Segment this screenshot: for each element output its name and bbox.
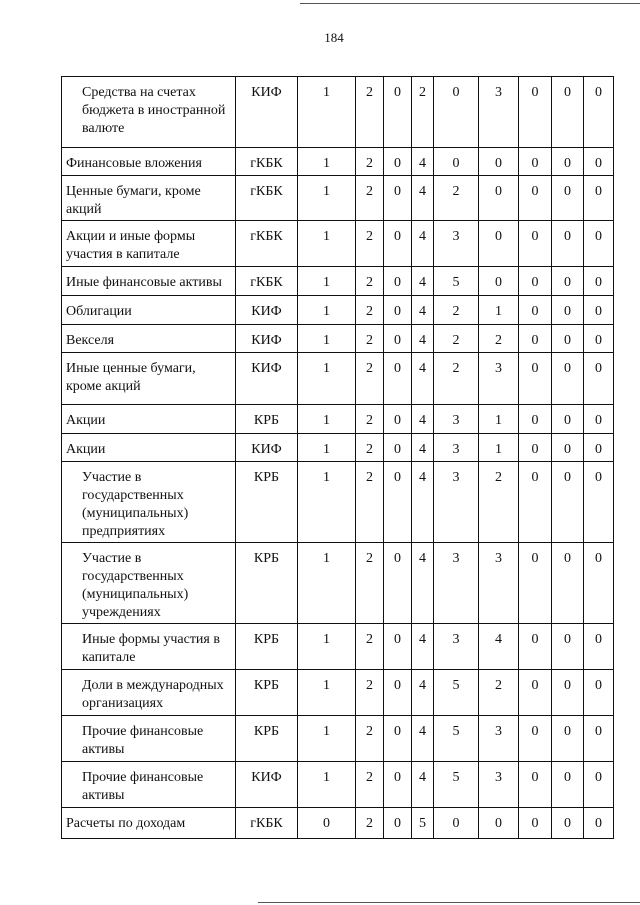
row-digit: 1 (298, 325, 356, 353)
row-digit: 1 (298, 762, 356, 808)
row-digit: 0 (519, 543, 552, 624)
row-digit: 4 (412, 716, 434, 762)
row-digit: 0 (384, 325, 412, 353)
table-row (62, 77, 614, 148)
row-name: Прочие финансовые активы (62, 716, 236, 762)
top-rule (300, 3, 640, 4)
row-name: Финансовые вложения (62, 148, 236, 176)
row-digit: 5 (434, 762, 479, 808)
row-digit: 0 (552, 77, 584, 148)
row-code-type: КИФ (236, 434, 298, 462)
row-name: Доли в международных организациях (62, 670, 236, 716)
row-digit: 0 (584, 325, 614, 353)
row-digit: 4 (412, 221, 434, 267)
row-digit: 4 (412, 462, 434, 543)
row-digit: 0 (584, 624, 614, 670)
table-row (62, 434, 614, 462)
row-name: Участие в государственных (муниципальных) предприятиях (62, 462, 236, 543)
row-digit: 0 (434, 77, 479, 148)
row-digit: 2 (412, 77, 434, 148)
row-digit: 0 (519, 325, 552, 353)
row-digit: 0 (584, 221, 614, 267)
row-digit: 3 (479, 353, 519, 405)
row-digit: 1 (479, 296, 519, 325)
table-row (62, 543, 614, 624)
row-digit: 2 (479, 462, 519, 543)
row-digit: 0 (519, 267, 552, 296)
table-row (62, 176, 614, 221)
row-digit: 1 (298, 670, 356, 716)
row-digit: 1 (298, 543, 356, 624)
row-code-type: КИФ (236, 762, 298, 808)
row-digit: 0 (552, 296, 584, 325)
row-digit: 0 (552, 624, 584, 670)
row-digit: 4 (412, 296, 434, 325)
row-code-type: КИФ (236, 353, 298, 405)
row-digit: 1 (298, 296, 356, 325)
row-digit: 2 (356, 148, 384, 176)
row-digit: 0 (552, 808, 584, 839)
row-digit: 5 (434, 267, 479, 296)
row-digit: 2 (356, 434, 384, 462)
row-digit: 0 (479, 176, 519, 221)
row-digit: 0 (584, 176, 614, 221)
table-row (62, 462, 614, 543)
row-digit: 4 (412, 148, 434, 176)
row-digit: 1 (298, 148, 356, 176)
classification-table (61, 76, 614, 839)
row-digit: 2 (479, 325, 519, 353)
row-digit: 1 (298, 353, 356, 405)
row-digit: 0 (384, 762, 412, 808)
row-digit: 0 (552, 353, 584, 405)
row-digit: 1 (298, 624, 356, 670)
row-code-type: КРБ (236, 670, 298, 716)
row-code-type: КИФ (236, 77, 298, 148)
row-digit: 0 (384, 176, 412, 221)
row-digit: 0 (552, 716, 584, 762)
row-digit: 0 (384, 267, 412, 296)
row-digit: 0 (384, 624, 412, 670)
row-digit: 0 (384, 405, 412, 434)
row-digit: 5 (434, 716, 479, 762)
row-digit: 0 (384, 808, 412, 839)
row-name: Расчеты по доходам (62, 808, 236, 839)
row-name: Векселя (62, 325, 236, 353)
row-digit: 0 (584, 296, 614, 325)
row-name: Иные ценные бумаги, кроме акций (62, 353, 236, 405)
row-digit: 0 (584, 77, 614, 148)
row-digit: 0 (584, 462, 614, 543)
row-digit: 0 (479, 221, 519, 267)
row-digit: 0 (384, 543, 412, 624)
row-digit: 0 (552, 543, 584, 624)
row-digit: 0 (552, 267, 584, 296)
row-digit: 3 (479, 762, 519, 808)
row-digit: 2 (356, 325, 384, 353)
row-digit: 0 (584, 434, 614, 462)
row-digit: 0 (584, 808, 614, 839)
row-digit: 3 (434, 543, 479, 624)
row-digit: 2 (356, 267, 384, 296)
row-digit: 0 (519, 221, 552, 267)
row-digit: 4 (412, 670, 434, 716)
table-row (62, 267, 614, 296)
row-code-type: КИФ (236, 325, 298, 353)
row-digit: 0 (552, 762, 584, 808)
row-digit: 0 (479, 267, 519, 296)
row-digit: 1 (298, 462, 356, 543)
row-digit: 0 (519, 762, 552, 808)
row-digit: 2 (356, 808, 384, 839)
row-digit: 0 (298, 808, 356, 839)
row-digit: 2 (434, 353, 479, 405)
row-digit: 3 (479, 77, 519, 148)
row-digit: 0 (552, 325, 584, 353)
row-digit: 2 (356, 296, 384, 325)
row-digit: 0 (584, 148, 614, 176)
table-row (62, 808, 614, 839)
row-name: Прочие финансовые активы (62, 762, 236, 808)
row-digit: 2 (356, 176, 384, 221)
row-digit: 0 (384, 148, 412, 176)
row-name: Средства на счетах бюджета в иностранной валюте (62, 77, 236, 148)
row-digit: 3 (479, 716, 519, 762)
row-code-type: гКБК (236, 176, 298, 221)
row-digit: 0 (479, 148, 519, 176)
row-digit: 2 (356, 624, 384, 670)
row-code-type: КРБ (236, 624, 298, 670)
row-digit: 0 (552, 148, 584, 176)
row-digit: 2 (434, 176, 479, 221)
row-digit: 0 (384, 716, 412, 762)
table-row (62, 148, 614, 176)
row-digit: 0 (584, 267, 614, 296)
row-code-type: КРБ (236, 405, 298, 434)
row-digit: 4 (412, 176, 434, 221)
row-digit: 0 (552, 462, 584, 543)
row-digit: 0 (384, 434, 412, 462)
table-row (62, 353, 614, 405)
row-digit: 2 (356, 405, 384, 434)
row-digit: 0 (384, 462, 412, 543)
row-digit: 2 (479, 670, 519, 716)
row-digit: 0 (584, 353, 614, 405)
table-row (62, 221, 614, 267)
row-digit: 1 (298, 405, 356, 434)
row-digit: 5 (434, 670, 479, 716)
row-digit: 0 (519, 353, 552, 405)
row-digit: 1 (479, 434, 519, 462)
row-digit: 4 (412, 353, 434, 405)
row-digit: 1 (298, 267, 356, 296)
row-digit: 4 (412, 405, 434, 434)
row-digit: 0 (384, 353, 412, 405)
row-digit: 1 (298, 716, 356, 762)
row-name: Акции и иные формы участия в капитале (62, 221, 236, 267)
row-digit: 5 (412, 808, 434, 839)
row-digit: 2 (356, 221, 384, 267)
row-name: Акции (62, 405, 236, 434)
row-digit: 0 (519, 148, 552, 176)
row-digit: 0 (552, 434, 584, 462)
row-digit: 0 (519, 296, 552, 325)
row-digit: 3 (434, 624, 479, 670)
row-digit: 2 (356, 716, 384, 762)
row-digit: 0 (519, 808, 552, 839)
row-digit: 0 (584, 762, 614, 808)
row-digit: 0 (584, 405, 614, 434)
row-digit: 0 (519, 462, 552, 543)
row-digit: 4 (412, 624, 434, 670)
row-digit: 0 (552, 670, 584, 716)
row-digit: 4 (412, 325, 434, 353)
table-body (62, 77, 614, 839)
row-digit: 1 (298, 176, 356, 221)
row-name: Акции (62, 434, 236, 462)
row-digit: 0 (384, 77, 412, 148)
row-digit: 0 (519, 405, 552, 434)
row-digit: 0 (434, 148, 479, 176)
row-digit: 4 (479, 624, 519, 670)
row-digit: 0 (519, 77, 552, 148)
row-digit: 2 (434, 296, 479, 325)
row-digit: 4 (412, 434, 434, 462)
row-digit: 3 (434, 434, 479, 462)
page-number: 184 (324, 30, 344, 45)
row-name: Иные финансовые активы (62, 267, 236, 296)
row-digit: 0 (384, 670, 412, 716)
row-digit: 0 (519, 716, 552, 762)
row-digit: 0 (434, 808, 479, 839)
table-row (62, 405, 614, 434)
table-row (62, 670, 614, 716)
row-digit: 0 (519, 670, 552, 716)
row-digit: 3 (434, 462, 479, 543)
row-digit: 3 (434, 405, 479, 434)
table-row (62, 296, 614, 325)
row-digit: 4 (412, 543, 434, 624)
row-digit: 3 (479, 543, 519, 624)
row-digit: 2 (356, 77, 384, 148)
row-digit: 3 (434, 221, 479, 267)
bottom-rule (258, 902, 640, 903)
row-digit: 2 (356, 462, 384, 543)
row-digit: 0 (384, 221, 412, 267)
table-row (62, 762, 614, 808)
row-digit: 2 (356, 762, 384, 808)
row-digit: 0 (584, 716, 614, 762)
row-digit: 0 (519, 176, 552, 221)
row-digit: 0 (552, 221, 584, 267)
row-digit: 1 (298, 77, 356, 148)
row-digit: 1 (479, 405, 519, 434)
row-digit: 0 (552, 176, 584, 221)
row-digit: 4 (412, 267, 434, 296)
row-digit: 2 (356, 543, 384, 624)
row-digit: 0 (479, 808, 519, 839)
row-name: Иные формы участия в капитале (62, 624, 236, 670)
row-code-type: КРБ (236, 543, 298, 624)
row-code-type: гКБК (236, 148, 298, 176)
row-digit: 2 (434, 325, 479, 353)
row-digit: 0 (552, 405, 584, 434)
row-digit: 1 (298, 434, 356, 462)
row-digit: 0 (519, 434, 552, 462)
row-digit: 0 (584, 543, 614, 624)
row-digit: 2 (356, 670, 384, 716)
row-code-type: гКБК (236, 808, 298, 839)
row-code-type: КРБ (236, 716, 298, 762)
table-row (62, 624, 614, 670)
row-digit: 1 (298, 221, 356, 267)
row-name: Облигации (62, 296, 236, 325)
row-name: Ценные бумаги, кроме акций (62, 176, 236, 221)
table-row (62, 716, 614, 762)
row-code-type: КИФ (236, 296, 298, 325)
row-code-type: гКБК (236, 221, 298, 267)
row-digit: 0 (519, 624, 552, 670)
row-digit: 4 (412, 762, 434, 808)
row-name: Участие в государственных (муниципальных) учреждениях (62, 543, 236, 624)
row-code-type: гКБК (236, 267, 298, 296)
table-row (62, 325, 614, 353)
row-digit: 2 (356, 353, 384, 405)
row-code-type: КРБ (236, 462, 298, 543)
row-digit: 0 (384, 296, 412, 325)
row-digit: 0 (584, 670, 614, 716)
